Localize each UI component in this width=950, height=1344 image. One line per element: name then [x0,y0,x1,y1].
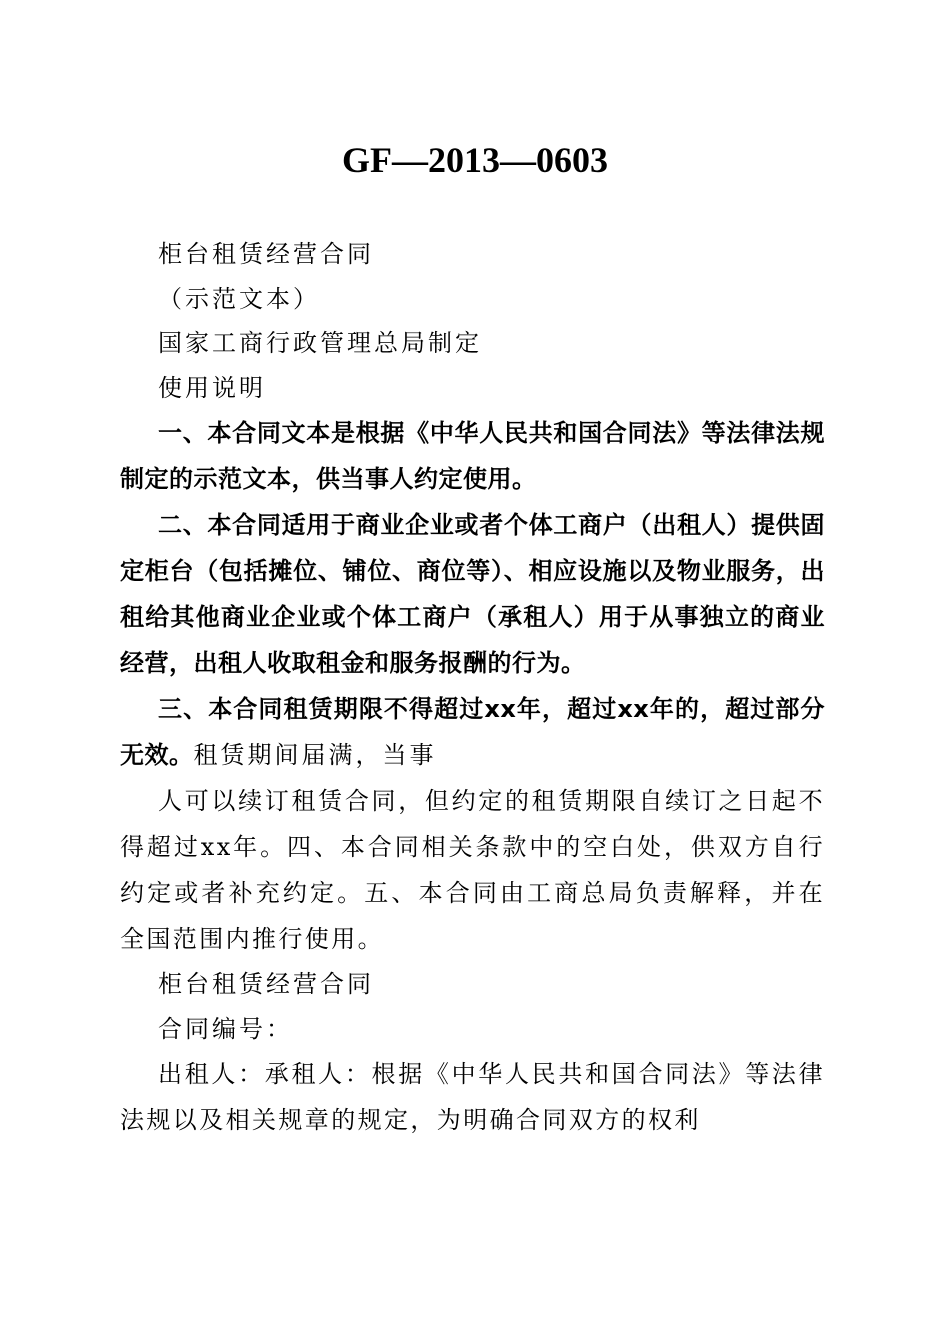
instruction-paragraph-4: 人可以续订租赁合同，但约定的租赁期限自续订之日起不得超过xx年。四、本合同相关条款中的空白处，供双方自行约定或者补充约定。五、本合同由工商总局负责解释，并在全国范围内推行使用。 [120,787,825,953]
contract-title: 柜台租赁经营合同 [158,970,374,998]
instruction-paragraph-3-light: 租赁期间届满，当事 [193,741,437,769]
contract-number-label: 合同编号： [158,1014,293,1043]
instructions-heading: 使用说明 [158,373,266,402]
document-body [120,232,825,1143]
document-issuer: 国家工商行政管理总局制定 [158,329,482,357]
instruction-paragraph-3 [120,686,825,778]
document-subtitle: （示范文本） [158,284,320,313]
instruction-paragraph-2: 二、本合同适用于商业企业或者个体工商户（出租人）提供固定柜台（包括摊位、铺位、商位等）、相应设施以及物业服务，出租给其他商业企业或个体工商户（承租人）用于从事独立的商业经营，出租人收取租金和服务报酬的行为。 [120,511,825,677]
instruction-paragraph-1: 一、本合同文本是根据《中华人民共和国合同法》等法律法规制定的示范文本，供当事人约定使用。 [120,419,825,493]
document-title: 柜台租赁经营合同 [158,240,374,268]
contract-intro-paragraph: 出租人：承租人：根据《中华人民共和国合同法》等法律法规以及相关规章的规定，为明确合同双方的权利 [120,1060,825,1134]
document-code: GF—2013—0603 [342,140,608,180]
instruction-paragraph-3-bold: 三、本合同租赁期限不得超过xx年，超过xx年的，超过部分无效。 [120,695,825,769]
